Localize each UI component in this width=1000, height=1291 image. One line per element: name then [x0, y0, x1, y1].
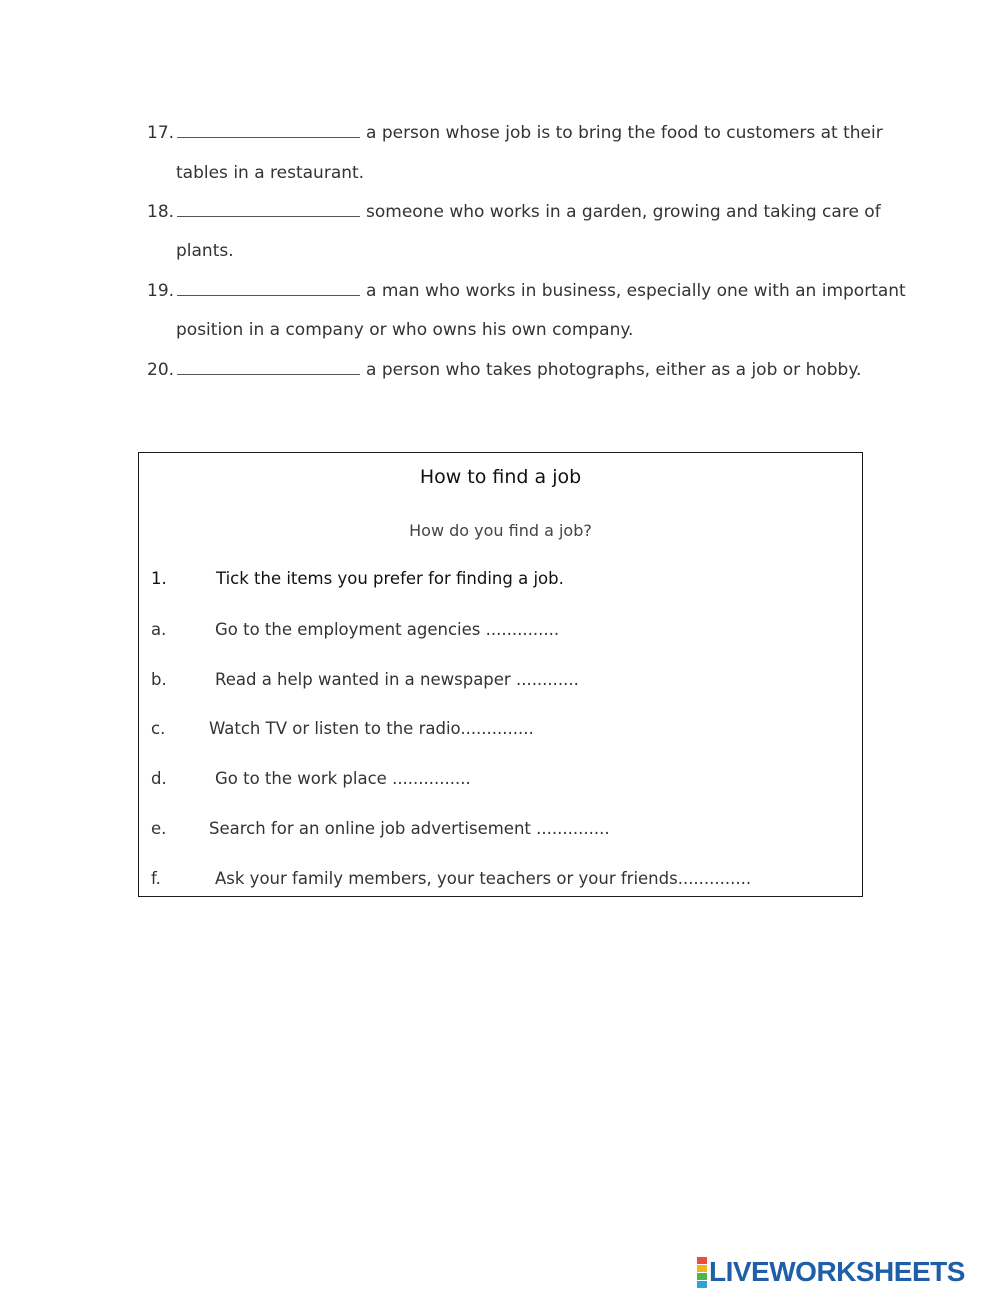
- box-title: How to find a job: [419, 466, 582, 488]
- liveworksheets-logo: [697, 1255, 965, 1289]
- question-definition-continued: position in a company or who owns his own company.: [176, 320, 634, 340]
- option-row-e[interactable]: [139, 819, 862, 843]
- instruction-number: 1.: [151, 569, 167, 588]
- option-row-b[interactable]: [139, 670, 862, 694]
- logo-block-v: [697, 1273, 707, 1280]
- instruction-row: [139, 569, 862, 593]
- logo-block-i: [697, 1265, 707, 1272]
- option-text: Go to the employment agencies ..............: [215, 620, 560, 639]
- job-survey-box: [138, 452, 863, 897]
- question-definition-continued: plants.: [176, 241, 234, 261]
- question-definition: someone who works in a garden, growing and taking care of: [366, 202, 881, 222]
- answer-blank-20[interactable]: [177, 360, 360, 375]
- answer-blank-18[interactable]: [177, 202, 360, 217]
- box-subtitle: How do you find a job?: [409, 521, 592, 540]
- question-number: 17.: [147, 123, 175, 143]
- option-label: d.: [151, 769, 167, 788]
- question-definition: a person whose job is to bring the food to customers at their: [366, 123, 883, 143]
- answer-blank-19[interactable]: [177, 281, 360, 296]
- question-number: 18.: [147, 202, 175, 222]
- option-label: b.: [151, 670, 167, 689]
- option-row-d[interactable]: [139, 769, 862, 793]
- option-text: Read a help wanted in a newspaper ............: [215, 670, 579, 689]
- question-definition-continued: tables in a restaurant.: [176, 163, 365, 183]
- option-text: Search for an online job advertisement ..............: [209, 819, 610, 838]
- option-row-a[interactable]: [139, 620, 862, 644]
- option-text: Ask your family members, your teachers or your friends..............: [215, 869, 752, 888]
- logo-text: LIVEWORKSHEETS: [709, 1256, 965, 1287]
- option-row-c[interactable]: [139, 719, 862, 743]
- question-definition: a person who takes photographs, either as a job or hobby.: [366, 360, 862, 380]
- option-label: c.: [151, 719, 166, 738]
- option-text: Watch TV or listen to the radio..............: [209, 719, 534, 738]
- option-text: Go to the work place ...............: [215, 769, 471, 788]
- question-number: 19.: [147, 281, 175, 301]
- answer-blank-17[interactable]: [177, 123, 360, 138]
- option-row-f[interactable]: [139, 869, 862, 893]
- question-number: 20.: [147, 360, 175, 380]
- option-label: f.: [151, 869, 161, 888]
- instruction-text: Tick the items you prefer for finding a job.: [216, 569, 564, 588]
- logo-block-e: [697, 1281, 707, 1288]
- logo-blocks-icon: [697, 1257, 707, 1288]
- option-label: a.: [151, 620, 167, 639]
- question-definition: a man who works in business, especially one with an important: [366, 281, 906, 301]
- option-label: e.: [151, 819, 167, 838]
- logo-block-l: [697, 1257, 707, 1264]
